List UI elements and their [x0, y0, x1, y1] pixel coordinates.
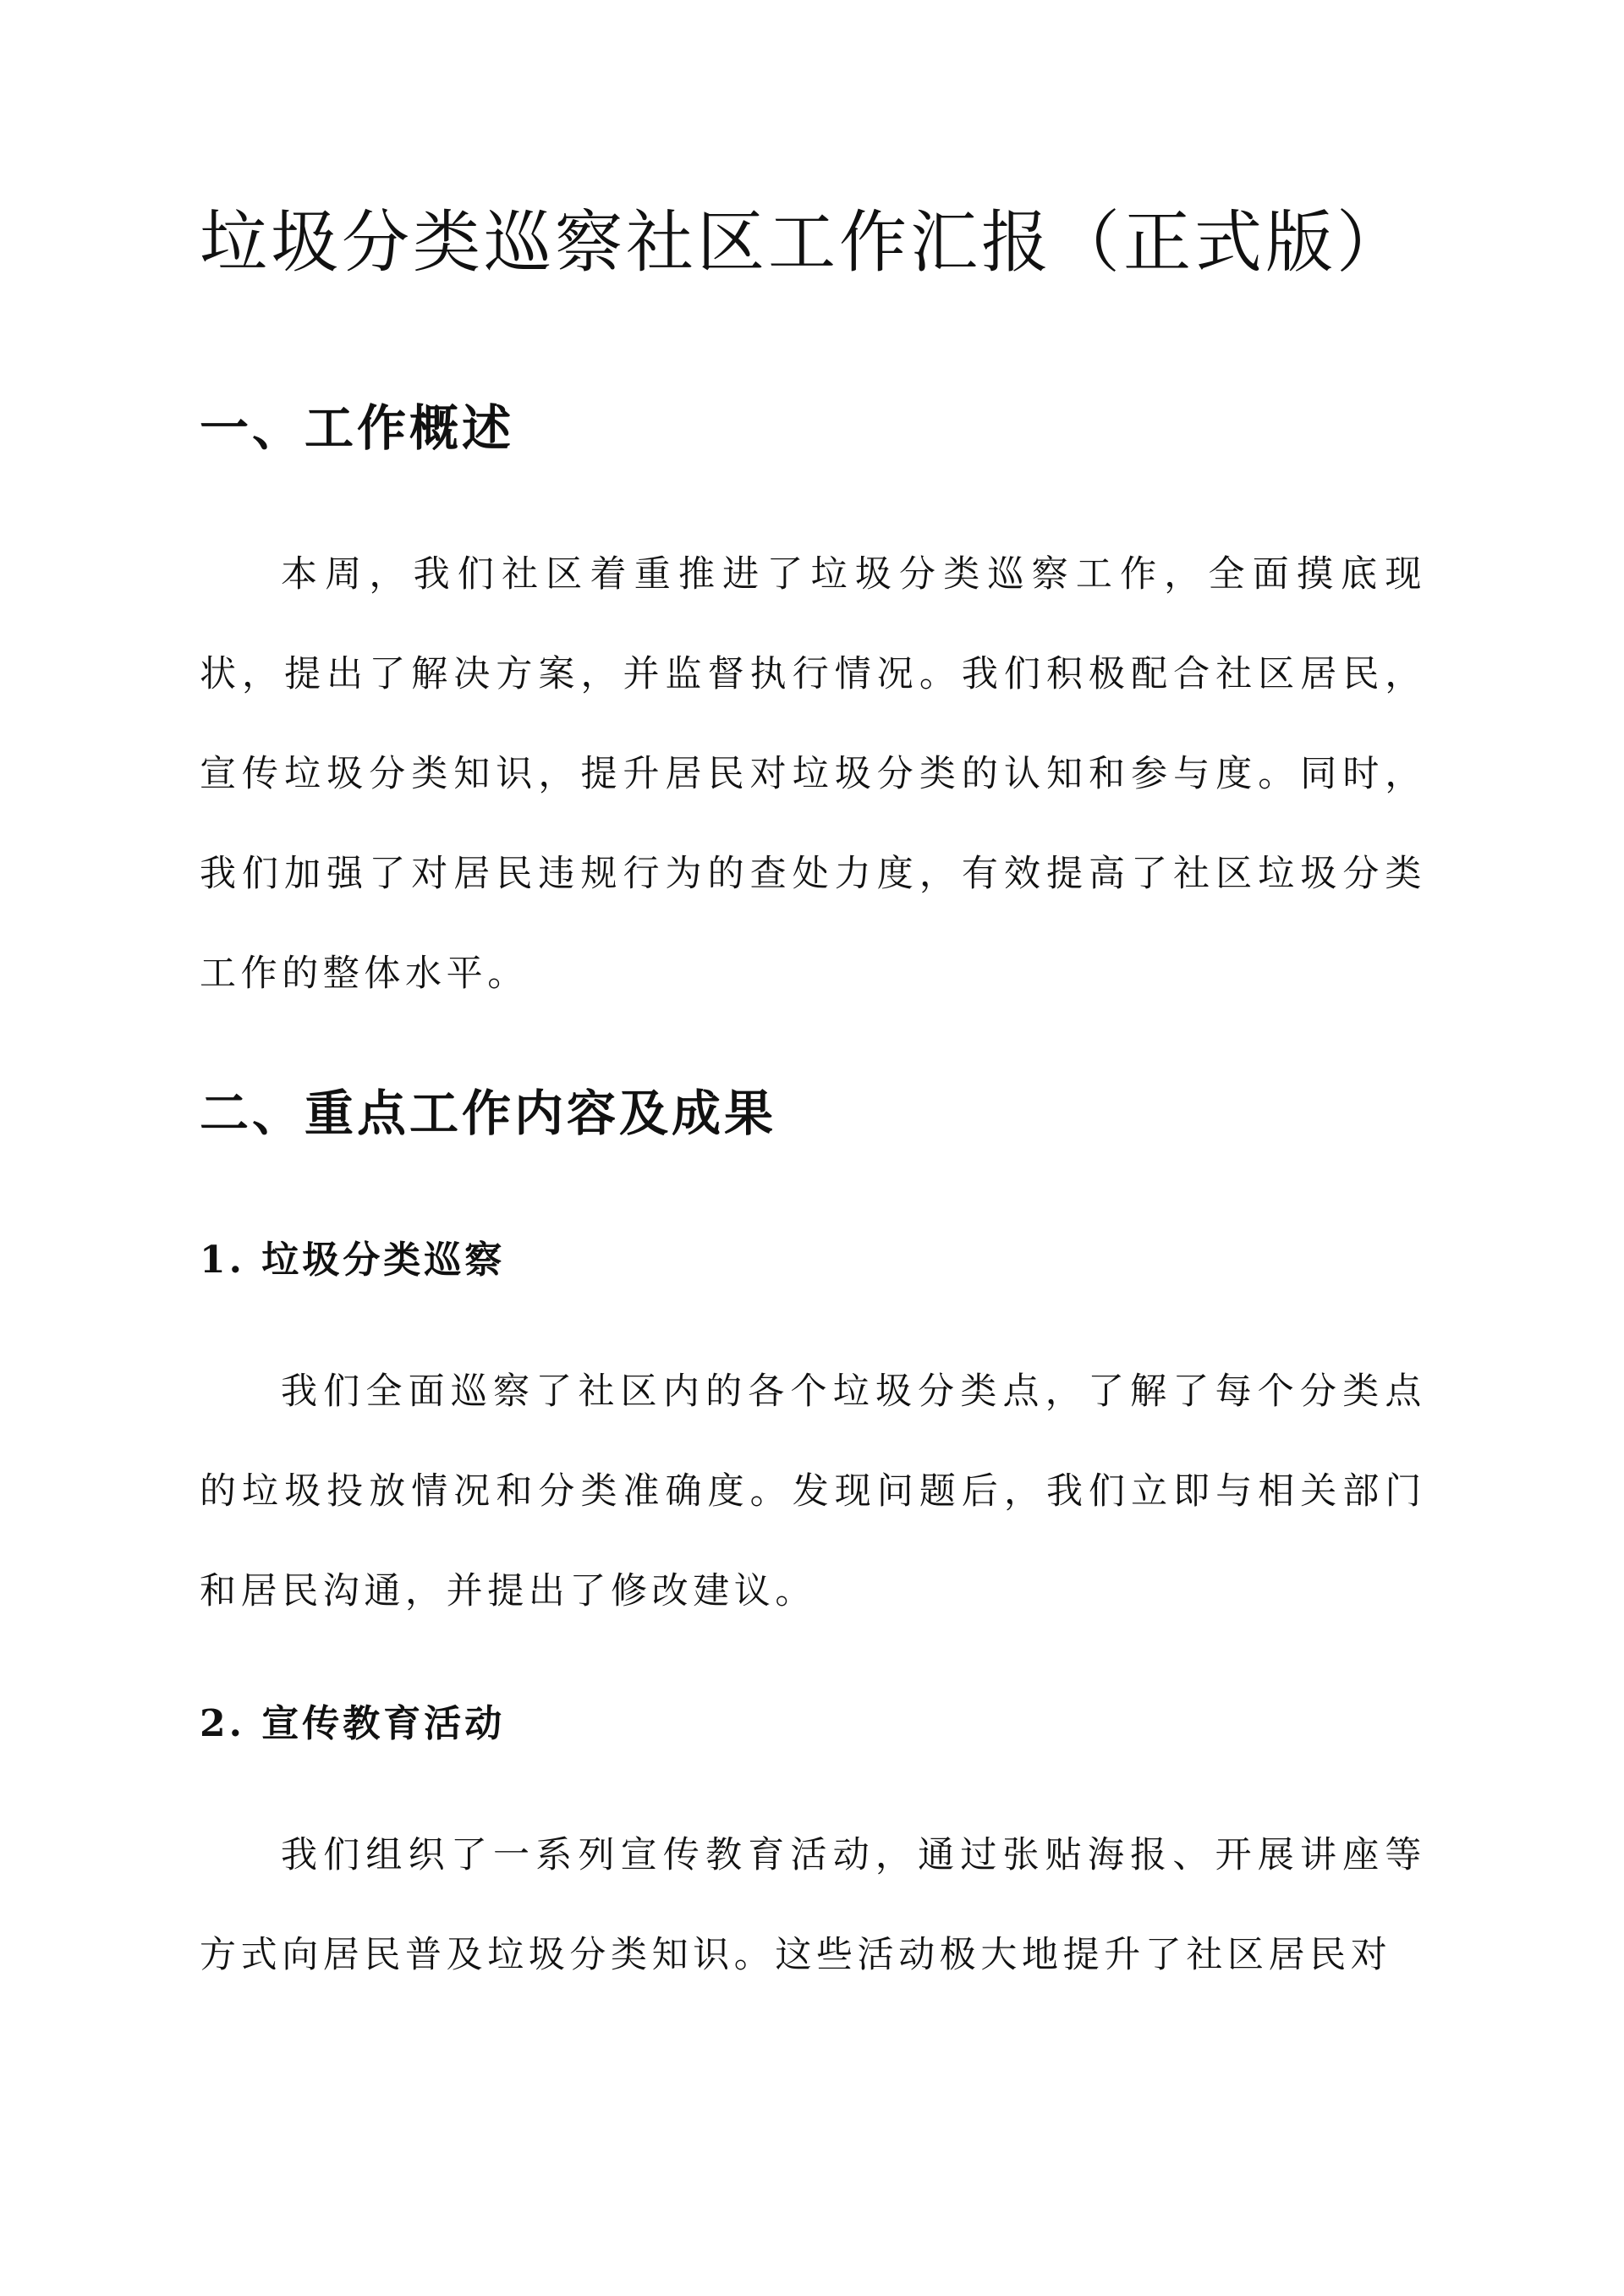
subsection-heading-inspection: 1. 垃圾分类巡察 [200, 1239, 506, 1282]
document-title: 垃圾分类巡察社区工作汇报（正式版） [200, 203, 1407, 282]
inspection-paragraph: 我们全面巡察了社区内的各个垃圾分类点，了解了每个分类点的垃圾投放情况和分类准确度。发现问题后，我们立即与相关部门和居民沟通，并提出了修改建议。 [200, 1370, 1426, 1612]
subsection-heading-education: 2. 宣传教育活动 [200, 1702, 506, 1745]
overview-paragraph: 本周，我们社区着重推进了垃圾分类巡察工作，全面摸底现状，提出了解决方案，并监督执行情况。我们积极配合社区居民，宣传垃圾分类知识，提升居民对垃圾分类的认知和参与度。同时，我们加强了对居民违规行为的查处力度，有效提高了社区垃圾分类工作的整体水平。 [200, 553, 1426, 995]
section-heading-overview: 一、工作概述 [200, 399, 515, 457]
section-heading-key-work: 二、重点工作内容及成果 [200, 1085, 777, 1142]
education-paragraph: 我们组织了一系列宣传教育活动，通过张贴海报、开展讲座等方式向居民普及垃圾分类知识。这些活动极大地提升了社区居民对 [200, 1834, 1426, 1976]
